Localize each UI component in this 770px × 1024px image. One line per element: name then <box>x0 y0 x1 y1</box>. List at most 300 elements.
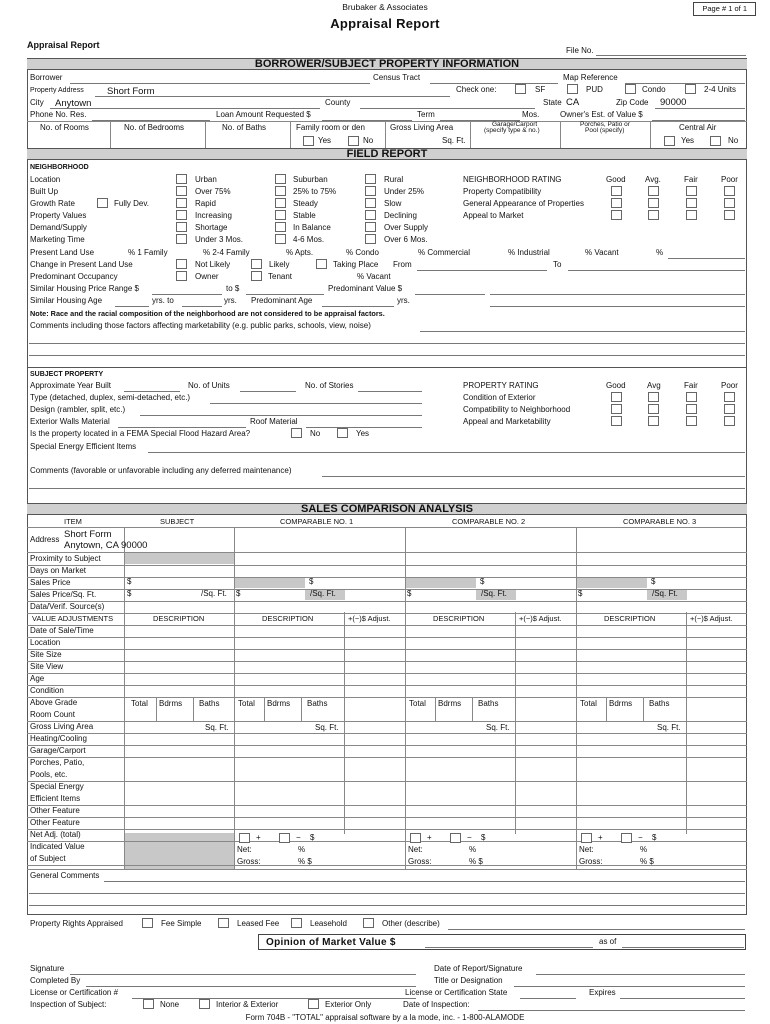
declining-label: Declining <box>384 211 417 220</box>
item-column-head: ITEM <box>64 517 82 526</box>
state-value[interactable]: CA <box>566 97 580 108</box>
design-label: Design (rambler, split, etc.) <box>30 405 126 414</box>
comp1-psf-label: /Sq. Ft. <box>310 589 336 598</box>
under3-label: Under 3 Mos. <box>195 235 244 244</box>
rating-checkbox[interactable] <box>686 392 697 402</box>
subject-psf-label: /Sq. Ft. <box>201 589 227 598</box>
plu-1family: % 1 Family <box>128 248 168 257</box>
rating-checkbox[interactable] <box>648 404 659 414</box>
comments-line[interactable] <box>29 343 745 344</box>
rating-checkbox[interactable] <box>724 416 735 426</box>
over-supply-checkbox[interactable] <box>365 222 376 232</box>
year-built-label: Approximate Year Built <box>30 381 111 390</box>
comp1-net-label: Net: <box>237 845 252 854</box>
room-divider <box>156 697 157 721</box>
notes-line[interactable] <box>490 294 745 295</box>
condo-checkbox[interactable] <box>625 84 636 94</box>
inspection-ext-only-checkbox[interactable] <box>308 999 319 1009</box>
row-line <box>27 577 747 578</box>
rating-checkbox[interactable] <box>724 392 735 402</box>
comp3-gross-pct: % $ <box>640 857 654 866</box>
other-rights-field[interactable] <box>448 929 745 930</box>
sales-row-label: Indicated Value <box>30 842 85 851</box>
sales-row-label: Condition <box>30 686 64 695</box>
license-field[interactable] <box>132 998 416 999</box>
zip-value[interactable]: 90000 <box>660 97 687 108</box>
market-value-field[interactable] <box>425 947 593 948</box>
under3-checkbox[interactable] <box>176 234 187 244</box>
signature-label: Signature <box>30 964 65 973</box>
fully-dev-checkbox[interactable] <box>97 198 108 208</box>
rating-checkbox[interactable] <box>611 392 622 402</box>
energy-items-field[interactable] <box>148 452 745 453</box>
comp2-description-head: DESCRIPTION <box>433 614 485 623</box>
sales-row-label: Porches, Patio, <box>30 758 85 767</box>
completed-by-field[interactable] <box>86 986 416 987</box>
stable-checkbox[interactable] <box>275 210 286 220</box>
sales-row-label: of Subject <box>30 854 66 863</box>
property-address-value[interactable]: Short Form <box>107 86 155 97</box>
subject-property-heading: SUBJECT PROPERTY <box>30 371 104 378</box>
type-field[interactable] <box>210 403 422 404</box>
subject-divider <box>27 367 747 368</box>
city-line <box>50 108 320 109</box>
rating-checkbox[interactable] <box>686 416 697 426</box>
rights-label: Property Rights Appraised <box>30 919 123 928</box>
general-comments-line[interactable] <box>104 881 745 882</box>
over75-label: Over 75% <box>195 187 231 196</box>
shortage-label: Shortage <box>195 223 228 232</box>
slow-checkbox[interactable] <box>365 198 376 208</box>
baths-label: No. of Baths <box>222 123 267 132</box>
shortage-checkbox[interactable] <box>176 222 187 232</box>
adjust-divider <box>515 612 516 834</box>
subject-address-line2[interactable]: Anytown, CA 90000 <box>64 540 148 551</box>
yrs2-label: yrs. <box>397 296 410 305</box>
neighborhood-heading: NEIGHBORHOOD <box>30 164 89 171</box>
inspection-ext-only-label: Exterior Only <box>325 1000 372 1009</box>
general-comments-line[interactable] <box>29 905 745 906</box>
tenant-checkbox[interactable] <box>251 271 262 281</box>
pud-checkbox[interactable] <box>567 84 578 94</box>
inspection-int-ext-label: Interior & Exterior <box>216 1000 279 1009</box>
sales-row-label: Data/Verif. Source(s) <box>30 602 105 611</box>
pred-value-field[interactable] <box>415 294 485 295</box>
comments-line[interactable] <box>29 355 745 356</box>
family-room-no-checkbox[interactable] <box>348 136 359 146</box>
rating-checkbox[interactable] <box>724 210 735 220</box>
comp3-total-head: Total <box>580 699 597 708</box>
comp1-plus-label: + <box>256 833 261 842</box>
leasehold-checkbox[interactable] <box>291 918 302 928</box>
plu-other-field[interactable] <box>668 258 745 259</box>
row-line <box>27 565 747 566</box>
other-rights-label: Other (describe) <box>382 919 440 928</box>
room-divider <box>606 697 607 721</box>
comp3-net-label: Net: <box>579 845 594 854</box>
pred-age-label: Predominant Age <box>251 296 313 305</box>
rating-item: Appeal to Market <box>463 211 524 220</box>
room-divider <box>301 697 302 721</box>
present-land-use-label: Present Land Use <box>30 248 95 257</box>
form-subtitle: Appraisal Report <box>27 40 100 50</box>
subject-psf-dollar: $ <box>127 589 132 598</box>
family-room-yes-label: Yes <box>318 136 332 145</box>
row-line <box>27 685 747 686</box>
owner-est-label: Owner's Est. of Value $ <box>560 110 643 119</box>
nbhd-growth-label: Growth Rate <box>30 199 75 208</box>
comp2-gla-sqft: Sq. Ft. <box>486 723 510 732</box>
comp2-psf-dollar: $ <box>407 589 412 598</box>
row-line <box>27 625 747 626</box>
term-label: Term <box>417 110 435 119</box>
bedrooms-label: No. of Bedrooms <box>124 123 185 132</box>
leased-fee-checkbox[interactable] <box>218 918 229 928</box>
rating-checkbox[interactable] <box>611 198 622 208</box>
sf-label: SF <box>535 85 546 94</box>
sales-row-label: Above Grade <box>30 698 78 707</box>
family-room-no-label: No <box>363 136 374 145</box>
fee-simple-checkbox[interactable] <box>142 918 153 928</box>
nbhd-rating-title: NEIGHBORHOOD RATING <box>463 175 562 184</box>
divider <box>650 121 651 148</box>
sales-row-label: Site View <box>30 662 64 671</box>
comp2-minus-checkbox[interactable] <box>450 833 461 843</box>
from-label: From <box>393 260 412 269</box>
gla-label: Gross Living Area <box>390 123 454 132</box>
fema-label: Is the property located in a FEMA Special Flood Hazard Area? <box>30 429 251 438</box>
sales-row-label: Other Feature <box>30 806 80 815</box>
other-rights-checkbox[interactable] <box>363 918 374 928</box>
expires-field[interactable] <box>620 998 745 999</box>
divider <box>385 121 386 148</box>
sales-bottom-line <box>27 914 747 915</box>
comp3-price-shaded <box>577 577 647 588</box>
comp1-plus-checkbox[interactable] <box>239 833 250 843</box>
pud-label: PUD <box>586 85 603 94</box>
room-divider <box>643 697 644 721</box>
comp1-price-dollar: $ <box>309 577 314 586</box>
rating-checkbox[interactable] <box>648 416 659 426</box>
check-one-label: Check one: <box>456 85 497 94</box>
sales-row-label: Other Feature <box>30 818 80 827</box>
rating-checkbox[interactable] <box>724 186 735 196</box>
comp2-plus-checkbox[interactable] <box>410 833 421 843</box>
row-line <box>27 817 747 818</box>
rural-label: Rural <box>384 175 404 184</box>
comp1-psf-dollar: $ <box>236 589 241 598</box>
rating-checkbox[interactable] <box>686 210 697 220</box>
rating-good-head: Good <box>606 175 626 184</box>
fee-simple-label: Fee Simple <box>161 919 202 928</box>
comp3-psf-label: /Sq. Ft. <box>652 589 678 598</box>
over6-checkbox[interactable] <box>365 234 376 244</box>
fema-no-label: No <box>310 429 321 438</box>
subject-column-head: SUBJECT <box>160 517 195 526</box>
notes-line[interactable] <box>490 306 745 307</box>
property-rating-title: PROPERTY RATING <box>463 381 539 390</box>
comp3-psf-dollar: $ <box>578 589 583 598</box>
comp1-minus-label: − <box>296 833 301 842</box>
comments-line[interactable] <box>420 331 745 332</box>
steady-checkbox[interactable] <box>275 198 286 208</box>
rating-checkbox[interactable] <box>724 404 735 414</box>
prop-rating-item: Appeal and Marketability <box>463 417 551 426</box>
rating-avg-head: Avg. <box>645 175 661 184</box>
borrower-label: Borrower <box>30 73 63 82</box>
completed-by-label: Completed By <box>30 976 81 985</box>
rating-checkbox[interactable] <box>648 392 659 402</box>
age-low-field[interactable] <box>115 306 149 307</box>
in-balance-checkbox[interactable] <box>275 222 286 232</box>
sales-row-label: Sales Price <box>30 578 71 587</box>
inspection-date-label: Date of Inspection: <box>403 1000 470 1009</box>
subject-address-line1[interactable]: Short Form <box>64 529 112 540</box>
units-count-label: No. of Units <box>188 381 230 390</box>
comp3-minus-label: − <box>638 833 643 842</box>
comp2-gross-label: Gross: <box>408 857 432 866</box>
sales-row-label: Pools, etc. <box>30 770 68 779</box>
over75-checkbox[interactable] <box>176 186 187 196</box>
date-report-label: Date of Report/Signature <box>434 964 523 973</box>
mos-label: Mos. <box>522 110 540 119</box>
comp3-column-head: COMPARABLE NO. 3 <box>623 517 697 526</box>
comp2-adjust-head: +(−)$ Adjust. <box>519 614 562 623</box>
row-line <box>27 589 747 590</box>
declining-checkbox[interactable] <box>365 210 376 220</box>
census-tract-field[interactable] <box>430 83 558 84</box>
divider <box>470 121 471 148</box>
rating-fair-head: Fair <box>684 175 698 184</box>
row-line <box>27 805 747 806</box>
sales-row-label: Age <box>30 674 45 683</box>
col-divider <box>124 527 125 870</box>
rating-checkbox[interactable] <box>686 404 697 414</box>
rating-checkbox[interactable] <box>611 416 622 426</box>
comp3-price-dollar: $ <box>651 577 656 586</box>
sales-row-label: Location <box>30 638 61 647</box>
rating-item: General Appearance of Properties <box>463 199 584 208</box>
rating-checkbox[interactable] <box>686 186 697 196</box>
fema-no-checkbox[interactable] <box>291 428 302 438</box>
comp3-gross-label: Gross: <box>579 857 603 866</box>
inspection-none-checkbox[interactable] <box>143 999 154 1009</box>
row-line <box>27 829 747 830</box>
rating-checkbox[interactable] <box>611 186 622 196</box>
divider <box>110 121 111 148</box>
form-footer: Form 704B - "TOTAL" appraisal software by a la mode, inc. - 1-800-ALAMODE <box>245 1013 525 1022</box>
yrs-to-label: yrs. to <box>152 296 174 305</box>
fully-dev-label: Fully Dev. <box>114 199 149 208</box>
property-address-label: Property Address <box>30 87 84 94</box>
family-room-yes-checkbox[interactable] <box>303 136 314 146</box>
from-field[interactable] <box>417 270 547 271</box>
signature-field[interactable] <box>70 974 416 975</box>
comp2-net-pct: % <box>469 845 477 854</box>
subject-netadj-na <box>125 833 234 869</box>
not-likely-checkbox[interactable] <box>176 259 187 269</box>
row-line <box>27 733 747 734</box>
change-land-use-label: Change in Present Land Use <box>30 260 133 269</box>
divider <box>560 121 561 148</box>
to-dollar-label: to $ <box>226 284 240 293</box>
row-line <box>27 697 747 698</box>
rating-checkbox[interactable] <box>648 186 659 196</box>
borrower-row-divider <box>27 121 747 122</box>
city-label: City <box>30 98 44 107</box>
steady-label: Steady <box>293 199 318 208</box>
comp3-adjust-head: +(−)$ Adjust. <box>690 614 733 623</box>
license-state-field[interactable] <box>520 998 576 999</box>
fema-yes-checkbox[interactable] <box>337 428 348 438</box>
comp1-minus-checkbox[interactable] <box>279 833 290 843</box>
rating-item: Property Compatibility <box>463 187 542 196</box>
title-designation-label: Title or Designation <box>434 976 503 985</box>
borrower-field[interactable] <box>70 83 370 84</box>
sf-checkbox[interactable] <box>515 84 526 94</box>
taking-place-checkbox[interactable] <box>316 259 327 269</box>
comp3-plus-checkbox[interactable] <box>581 833 592 843</box>
exterior-walls-field[interactable] <box>118 427 246 428</box>
comp3-baths-head: Baths <box>649 699 670 708</box>
stories-field[interactable] <box>358 391 422 392</box>
rating-checkbox[interactable] <box>611 404 622 414</box>
condition-comments-line[interactable] <box>29 488 745 489</box>
prop-rating-fair-head: Fair <box>684 381 698 390</box>
prop-rating-good-head: Good <box>606 381 626 390</box>
year-built-field[interactable] <box>124 391 180 392</box>
sales-header-line <box>27 527 747 528</box>
suburban-checkbox[interactable] <box>275 174 286 184</box>
rural-checkbox[interactable] <box>365 174 376 184</box>
4to6-label: 4-6 Mos. <box>293 235 325 244</box>
row-line <box>27 781 747 782</box>
tenant-label: Tenant <box>268 272 293 281</box>
subject-price-dollar: $ <box>127 577 132 586</box>
zip-label: Zip Code <box>616 98 649 107</box>
phone-label: Phone No. Res. <box>30 110 87 119</box>
comp1-gross-pct: % $ <box>298 857 312 866</box>
row-line <box>27 757 747 758</box>
pred-age-field[interactable] <box>322 306 394 307</box>
suburban-label: Suburban <box>293 175 328 184</box>
rating-checkbox[interactable] <box>686 198 697 208</box>
plu-condo: % Condo <box>346 248 379 257</box>
roof-field[interactable] <box>306 427 422 428</box>
leased-fee-label: Leased Fee <box>237 919 280 928</box>
comp3-gla-sqft: Sq. Ft. <box>657 723 681 732</box>
comp3-minus-checkbox[interactable] <box>621 833 632 843</box>
under25-checkbox[interactable] <box>365 186 376 196</box>
rating-checkbox[interactable] <box>648 198 659 208</box>
subject-proximity-na <box>125 553 234 564</box>
plu-24family: % 2-4 Family <box>203 248 250 257</box>
plu-industrial: % Industrial <box>508 248 550 257</box>
comp1-price-shaded <box>235 577 305 588</box>
price-low-field[interactable] <box>152 294 222 295</box>
inspection-label: Inspection of Subject: <box>30 1000 107 1009</box>
central-air-no-label: No <box>728 136 739 145</box>
sales-row-label: Special Energy <box>30 782 84 791</box>
units-count-field[interactable] <box>240 391 296 392</box>
rating-checkbox[interactable] <box>648 210 659 220</box>
price-high-field[interactable] <box>246 294 324 295</box>
row-line <box>27 673 747 674</box>
family-room-label: Family room or den <box>296 123 365 132</box>
plu-other: % <box>656 248 664 257</box>
central-air-yes-checkbox[interactable] <box>664 136 675 146</box>
comp3-bdrms-head: Bdrms <box>609 699 633 708</box>
row-line <box>27 649 747 650</box>
city-value[interactable]: Anytown <box>55 98 92 109</box>
room-divider <box>264 697 265 721</box>
page-number: Page # 1 of 1 <box>693 2 756 16</box>
plu-vacant: % Vacant <box>585 248 619 257</box>
county-field[interactable] <box>360 108 535 109</box>
inspection-int-ext-checkbox[interactable] <box>199 999 210 1009</box>
census-tract-label: Census Tract <box>373 73 421 82</box>
row-line <box>27 661 747 662</box>
to-label: To <box>553 260 562 269</box>
to-field[interactable] <box>568 270 745 271</box>
comp1-net-pct: % <box>298 845 306 854</box>
as-of-field[interactable] <box>622 947 744 948</box>
rating-checkbox[interactable] <box>611 210 622 220</box>
4to6-checkbox[interactable] <box>275 234 286 244</box>
inspection-date-field[interactable] <box>478 1010 745 1011</box>
comp2-price-dollar: $ <box>480 577 485 586</box>
divider <box>205 121 206 148</box>
date-report-field[interactable] <box>536 974 745 975</box>
row-line <box>27 869 747 870</box>
rating-checkbox[interactable] <box>724 198 735 208</box>
sales-row-label: Site Size <box>30 650 62 659</box>
comp1-column-head: COMPARABLE NO. 1 <box>280 517 354 526</box>
units-checkbox[interactable] <box>685 84 696 94</box>
comp1-adjust-head: +(−)$ Adjust. <box>348 614 391 623</box>
nbhd-location-label: Location <box>30 175 61 184</box>
design-field[interactable] <box>140 415 422 416</box>
title-designation-field[interactable] <box>514 986 745 987</box>
rapid-checkbox[interactable] <box>176 198 187 208</box>
likely-checkbox[interactable] <box>251 259 262 269</box>
units-label: 2-4 Units <box>704 85 737 94</box>
comp1-gla-sqft: Sq. Ft. <box>315 723 339 732</box>
sales-row-label: Heating/Cooling <box>30 734 87 743</box>
in-balance-label: In Balance <box>293 223 331 232</box>
25to75-checkbox[interactable] <box>275 186 286 196</box>
owner-checkbox[interactable] <box>176 271 187 281</box>
sales-row-label: Proximity to Subject <box>30 554 101 563</box>
file-number-line[interactable] <box>596 55 746 56</box>
subject-description-head: DESCRIPTION <box>153 614 205 623</box>
roof-label: Roof Material <box>250 417 298 426</box>
housing-age-label: Similar Housing Age <box>30 296 103 305</box>
row-line <box>27 721 747 722</box>
urban-checkbox[interactable] <box>176 174 187 184</box>
sales-row-label: Garage/Carport <box>30 746 86 755</box>
central-air-no-checkbox[interactable] <box>710 136 721 146</box>
subject-baths-head: Baths <box>199 699 220 708</box>
row-line <box>27 865 747 866</box>
increasing-checkbox[interactable] <box>176 210 187 220</box>
age-high-field[interactable] <box>182 306 222 307</box>
condition-comments-field[interactable] <box>322 476 745 477</box>
subject-bdrms-head: Bdrms <box>159 699 183 708</box>
exterior-walls-label: Exterior Walls Material <box>30 417 110 426</box>
general-comments-line[interactable] <box>29 893 745 894</box>
leasehold-label: Leasehold <box>310 919 347 928</box>
